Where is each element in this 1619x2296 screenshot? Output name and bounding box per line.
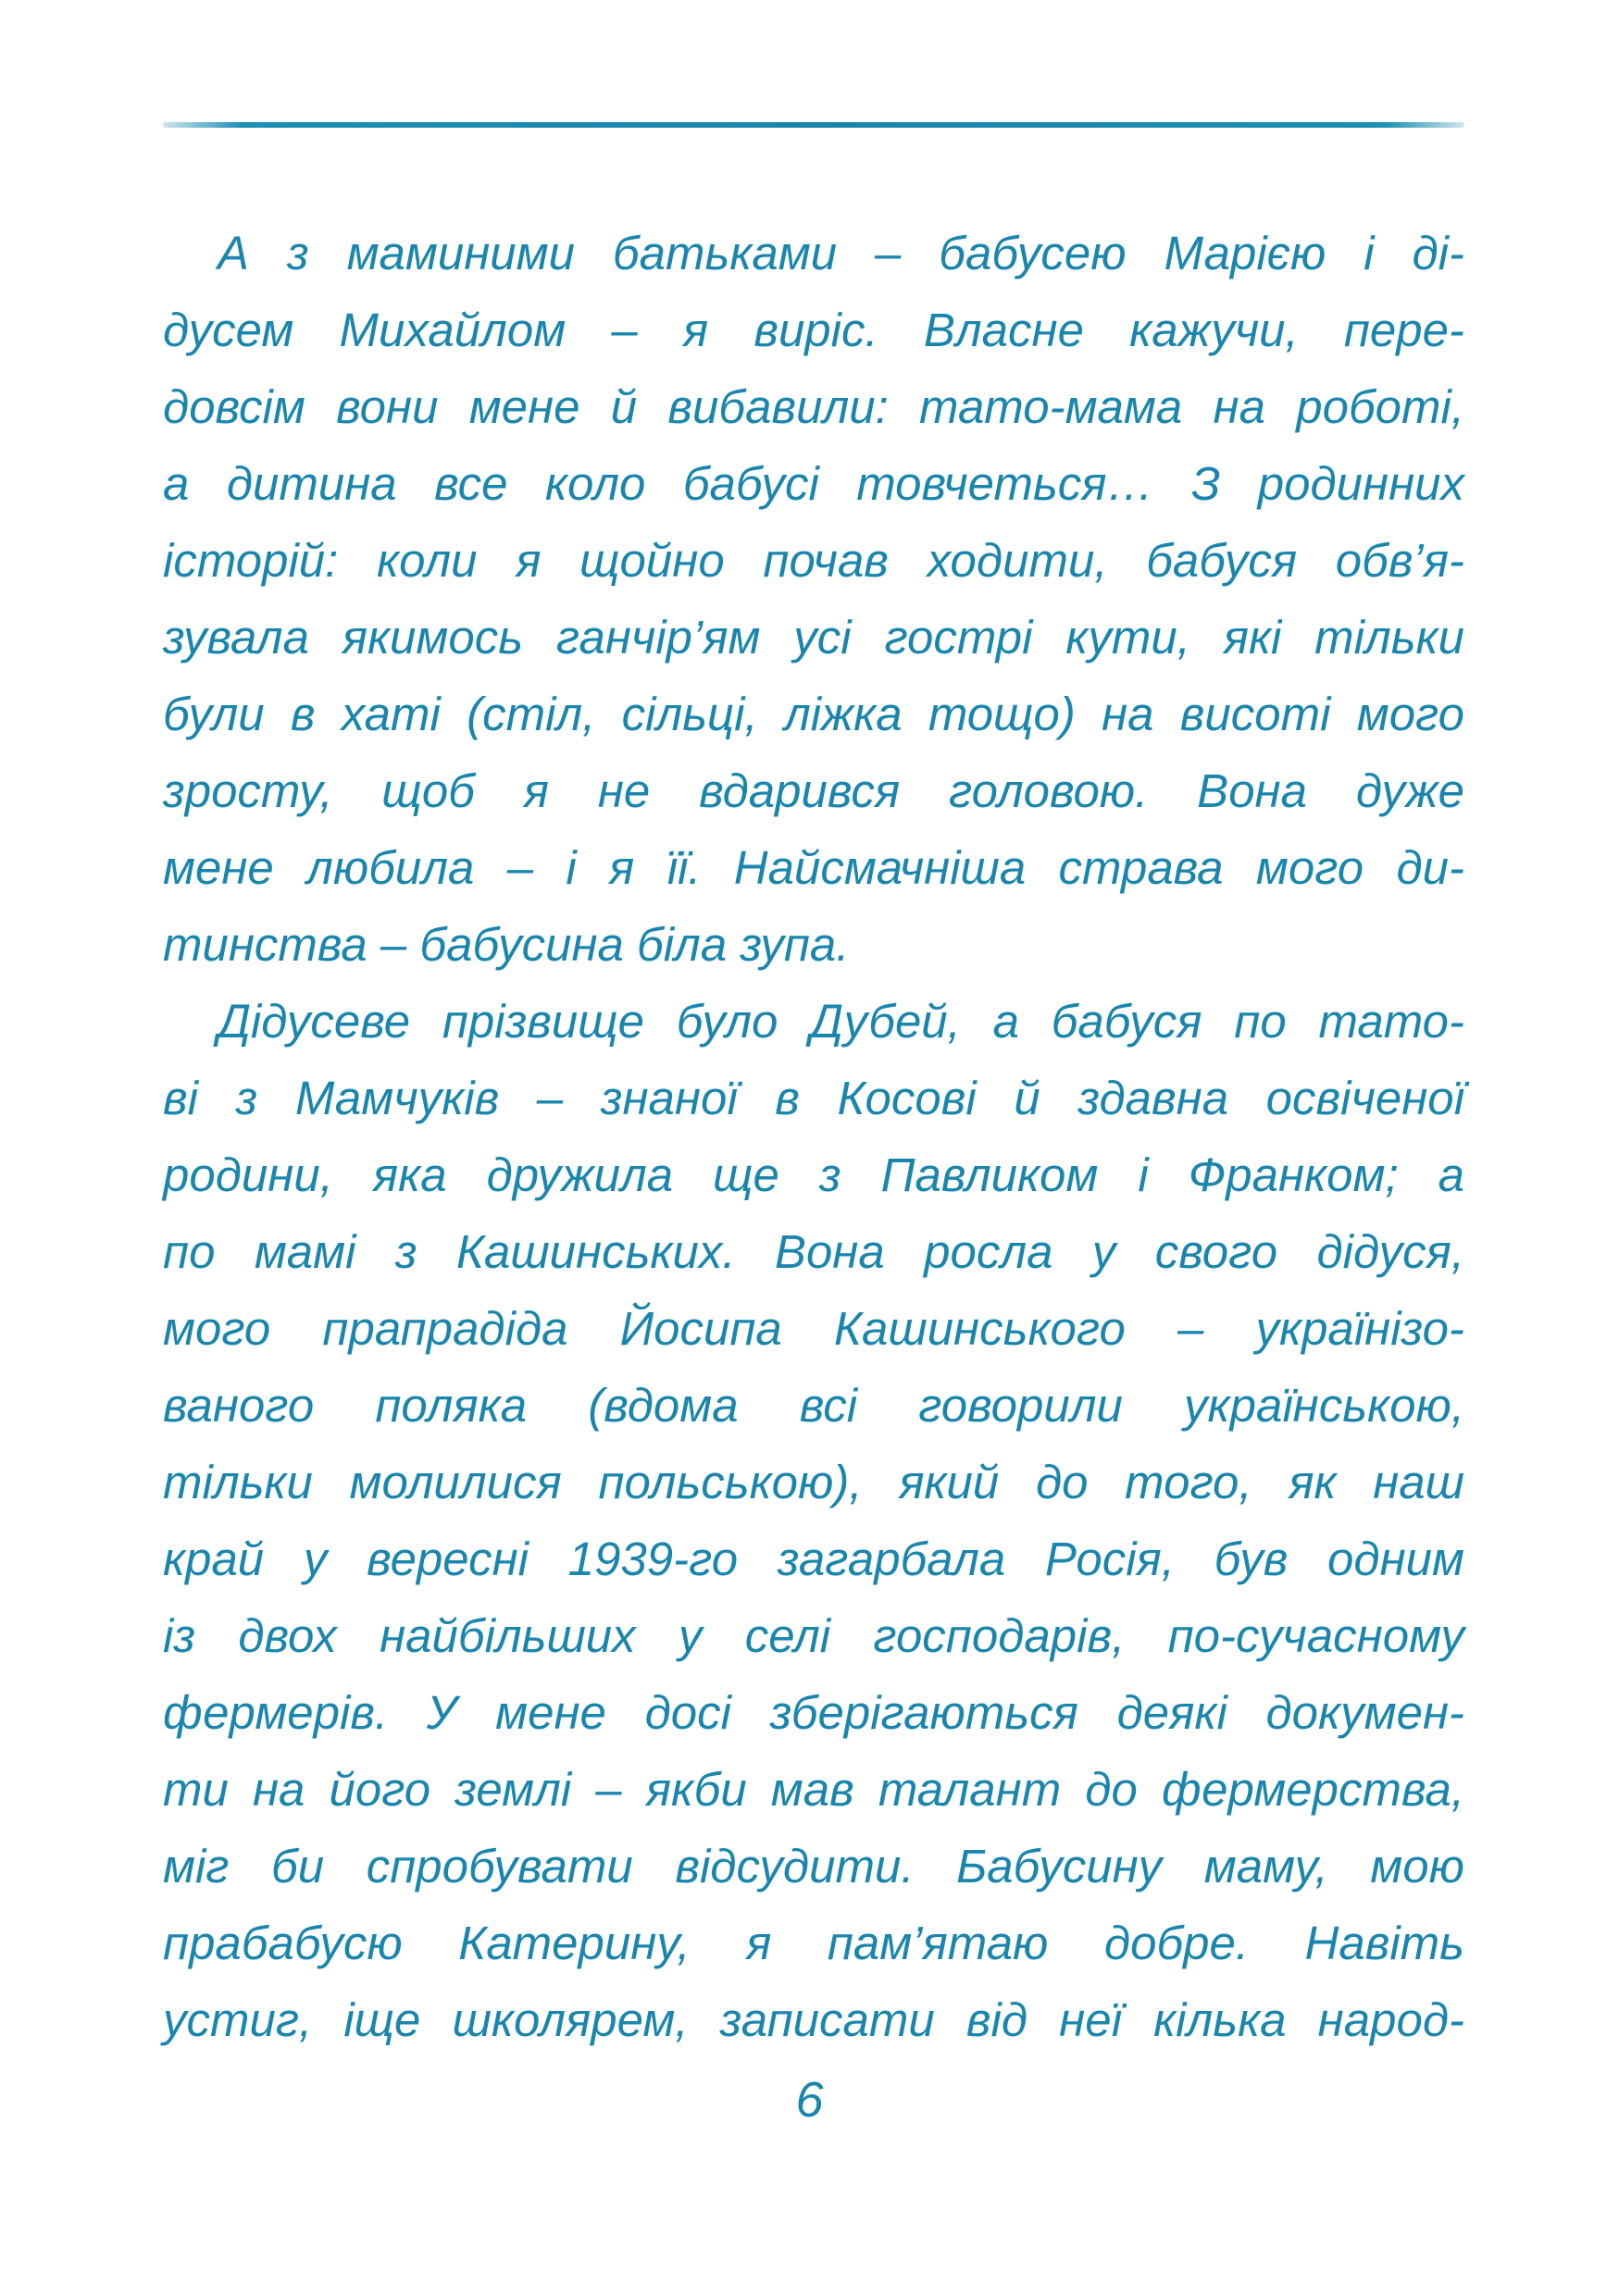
text-line: були в хаті (стіл, сільці, ліжка тощо) на висоті мого	[163, 688, 1464, 740]
text-line: із двох найбільших у селі господарів, по-сучасному	[163, 1609, 1464, 1662]
paragraph-1	[163, 215, 1464, 983]
header-rule	[163, 122, 1464, 128]
text-line: тільки молилися польською), який до того, як наш	[163, 1456, 1464, 1508]
text-line: Дідусеве прізвище було Дубей, а бабуся по тато-	[218, 995, 1464, 1048]
text-line: дусем Михайлом – я виріс. Власне кажучи, пере-	[163, 304, 1464, 356]
text-line: край у вересні 1939-го загарбала Росія, був одним	[163, 1533, 1464, 1585]
text-line: мене любила – і я її. Найсмачніша страва мого ди-	[163, 841, 1464, 894]
text-line: фермерів. У мене досі зберігаються деякі докумен-	[163, 1686, 1464, 1739]
text-line: ваного поляка (вдома всі говорили українською,	[163, 1379, 1464, 1432]
text-line: зувала якимось ганчір’ям усі гострі кути, які тільки	[163, 611, 1464, 664]
text-line: довсім вони мене й вибавили: тато-мама на роботі,	[163, 380, 1464, 433]
text-line: ти на його землі – якби мав талант до фермерства,	[163, 1763, 1464, 1816]
text-line: мого прапрадіда Йосипа Кашинського – українізо-	[163, 1302, 1464, 1355]
text-line: прабабусю Катерину, я пам’ятаю добре. Навіть	[163, 1917, 1464, 1969]
text-line: родини, яка дружила ще з Павликом і Франком; а	[163, 1148, 1464, 1201]
text-line: міг би спробувати відсудити. Бабусину маму, мою	[163, 1840, 1464, 1893]
paragraph-2	[163, 983, 1464, 2058]
text-line: А з маминими батьками – бабусею Марією і ді-	[218, 227, 1464, 279]
text-line: зросту, щоб я не вдарився головою. Вона дуже	[163, 764, 1464, 817]
body-text	[163, 215, 1464, 2058]
text-line: устиг, іще школярем, записати від неї кілька народ-	[163, 1993, 1464, 2046]
page-number: 6	[795, 2072, 824, 2128]
text-line: тинства – бабусина біла зупа.	[163, 918, 850, 971]
text-line: а дитина все коло бабусі товчеться… З родинних	[163, 457, 1464, 510]
text-line: по мамі з Кашинських. Вона росла у свого дідуся,	[163, 1225, 1464, 1278]
text-line: історій: коли я щойно почав ходити, бабуся обв’я-	[163, 534, 1464, 587]
text-line: ві з Мамчуків – знаної в Косові й здавна освіченої	[163, 1072, 1464, 1124]
